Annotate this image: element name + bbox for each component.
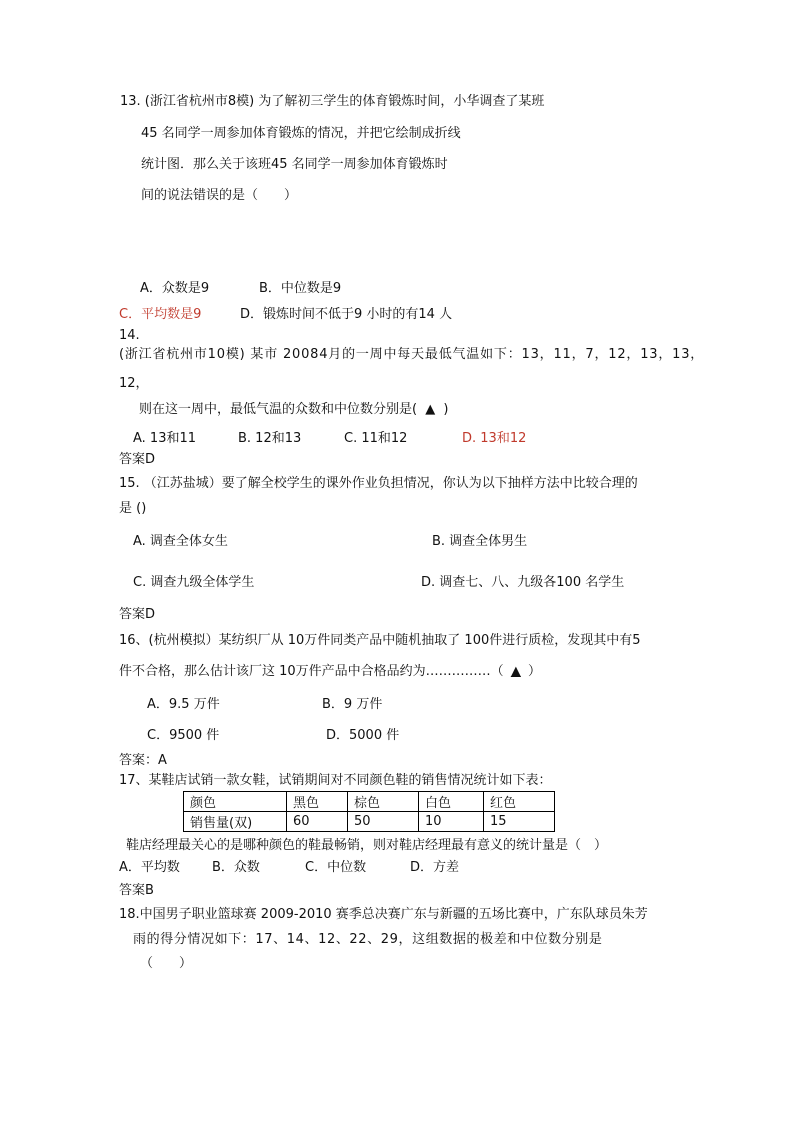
q16-option-a: A．9.5 万件 [147, 697, 220, 712]
q16-line1: 16、(杭州模拟）某纺织厂从 10万件同类产品中随机抽取了 100件进行质检，发现其中有5 [119, 633, 641, 648]
q18-line3: （ ） [140, 956, 193, 971]
q14-answer: 答案D [119, 452, 156, 467]
answer-marker-icon: ▲ [425, 402, 436, 417]
table-cell: 颜色 [184, 792, 287, 812]
q13-option-a: A．众数是9 [140, 281, 210, 296]
q14-option-a: A. 13和11 [133, 431, 197, 446]
table-cell: 10 [419, 812, 484, 832]
q14-line1: (浙江省杭州市10模) 某市 20084月的一周中每天最低气温如下：13，11，7，12，13，13， [119, 347, 705, 362]
table-cell: 红色 [484, 792, 555, 812]
table-cell: 60 [287, 812, 348, 832]
table-cell: 黑色 [287, 792, 348, 812]
q13-line2: 45 名同学一周参加体育锻炼的情况，并把它绘制成折线 [141, 126, 461, 141]
table-cell: 50 [348, 812, 419, 832]
q16-option-b: B．9 万件 [322, 697, 383, 712]
q14-option-d: D. 13和12 [462, 431, 527, 446]
q14-line3-end: ) [443, 402, 449, 417]
q17-option-d: D．方差 [410, 860, 460, 875]
q13-option-c: C．平均数是9 [119, 307, 202, 322]
q16-line2 [119, 664, 541, 680]
q14-number: 14. [119, 328, 140, 343]
q15-option-a: A. 调查全体女生 [133, 534, 228, 549]
q15-option-d: D. 调查七、八、九级各100 名学生 [421, 575, 625, 590]
table-row [184, 812, 555, 832]
q13-option-d: D．锻炼时间不低于9 小时的有14 人 [240, 307, 453, 322]
q16-answer: 答案：A [119, 753, 167, 768]
q15-answer: 答案D [119, 607, 156, 622]
q14-line2: 12， [119, 376, 149, 391]
answer-marker-icon: ▲ [510, 664, 521, 679]
q17-option-b: B．众数 [212, 860, 260, 875]
q16-option-d: D．5000 件 [326, 728, 400, 743]
sales-table [183, 791, 555, 832]
q14-option-b: B. 12和13 [238, 431, 302, 446]
table-cell: 15 [484, 812, 555, 832]
q15-line1: 15. （江苏盐城）要了解全校学生的课外作业负担情况，你认为以下抽样方法中比较合理的 [119, 476, 638, 491]
table-cell: 棕色 [348, 792, 419, 812]
q17-answer: 答案B [119, 883, 154, 898]
q17-option-a: A．平均数 [119, 860, 180, 875]
q13-line3: 统计图．那么关于该班45 名同学一周参加体育锻炼时 [141, 157, 448, 172]
q16-line2-end: ） [527, 664, 541, 679]
q15-option-b: B. 调查全体男生 [432, 534, 528, 549]
table-cell: 白色 [419, 792, 484, 812]
q17-line1: 17、某鞋店试销一款女鞋，试销期间对不同颜色鞋的销售情况统计如下表： [119, 773, 552, 788]
q18-line1: 18.中国男子职业篮球赛 2009-2010 赛季总决赛广东与新疆的五场比赛中，广东队球员朱芳 [119, 907, 648, 922]
q17-option-c: C．中位数 [305, 860, 367, 875]
q16-line2-text: 件不合格，那么估计该厂这 10万件产品中合格品约为……………（ [119, 664, 504, 679]
q13-option-b: B．中位数是9 [259, 281, 342, 296]
q13-line1: 13. (浙江省杭州市8模) 为了解初三学生的体育锻炼时间，小华调查了某班 [120, 94, 545, 109]
q15-option-c: C. 调查九级全体学生 [133, 575, 255, 590]
q15-line2: 是 () [119, 501, 147, 516]
q14-line3-text: 则在这一周中，最低气温的众数和中位数分别是( [139, 402, 418, 417]
q16-option-c: C．9500 件 [147, 728, 220, 743]
q17-line2: 鞋店经理最关心的是哪种颜色的鞋最畅销，则对鞋店经理最有意义的统计量是（ ） [126, 838, 608, 853]
q13-line4: 间的说法错误的是（ ） [141, 188, 298, 203]
q14-option-c: C. 11和12 [344, 431, 408, 446]
q18-line2: 雨的得分情况如下：17、14、12、22、29，这组数据的极差和中位数分别是 [133, 932, 603, 947]
table-cell: 销售量(双) [184, 812, 287, 832]
table-header-row [184, 792, 555, 812]
q14-line3 [139, 402, 448, 418]
